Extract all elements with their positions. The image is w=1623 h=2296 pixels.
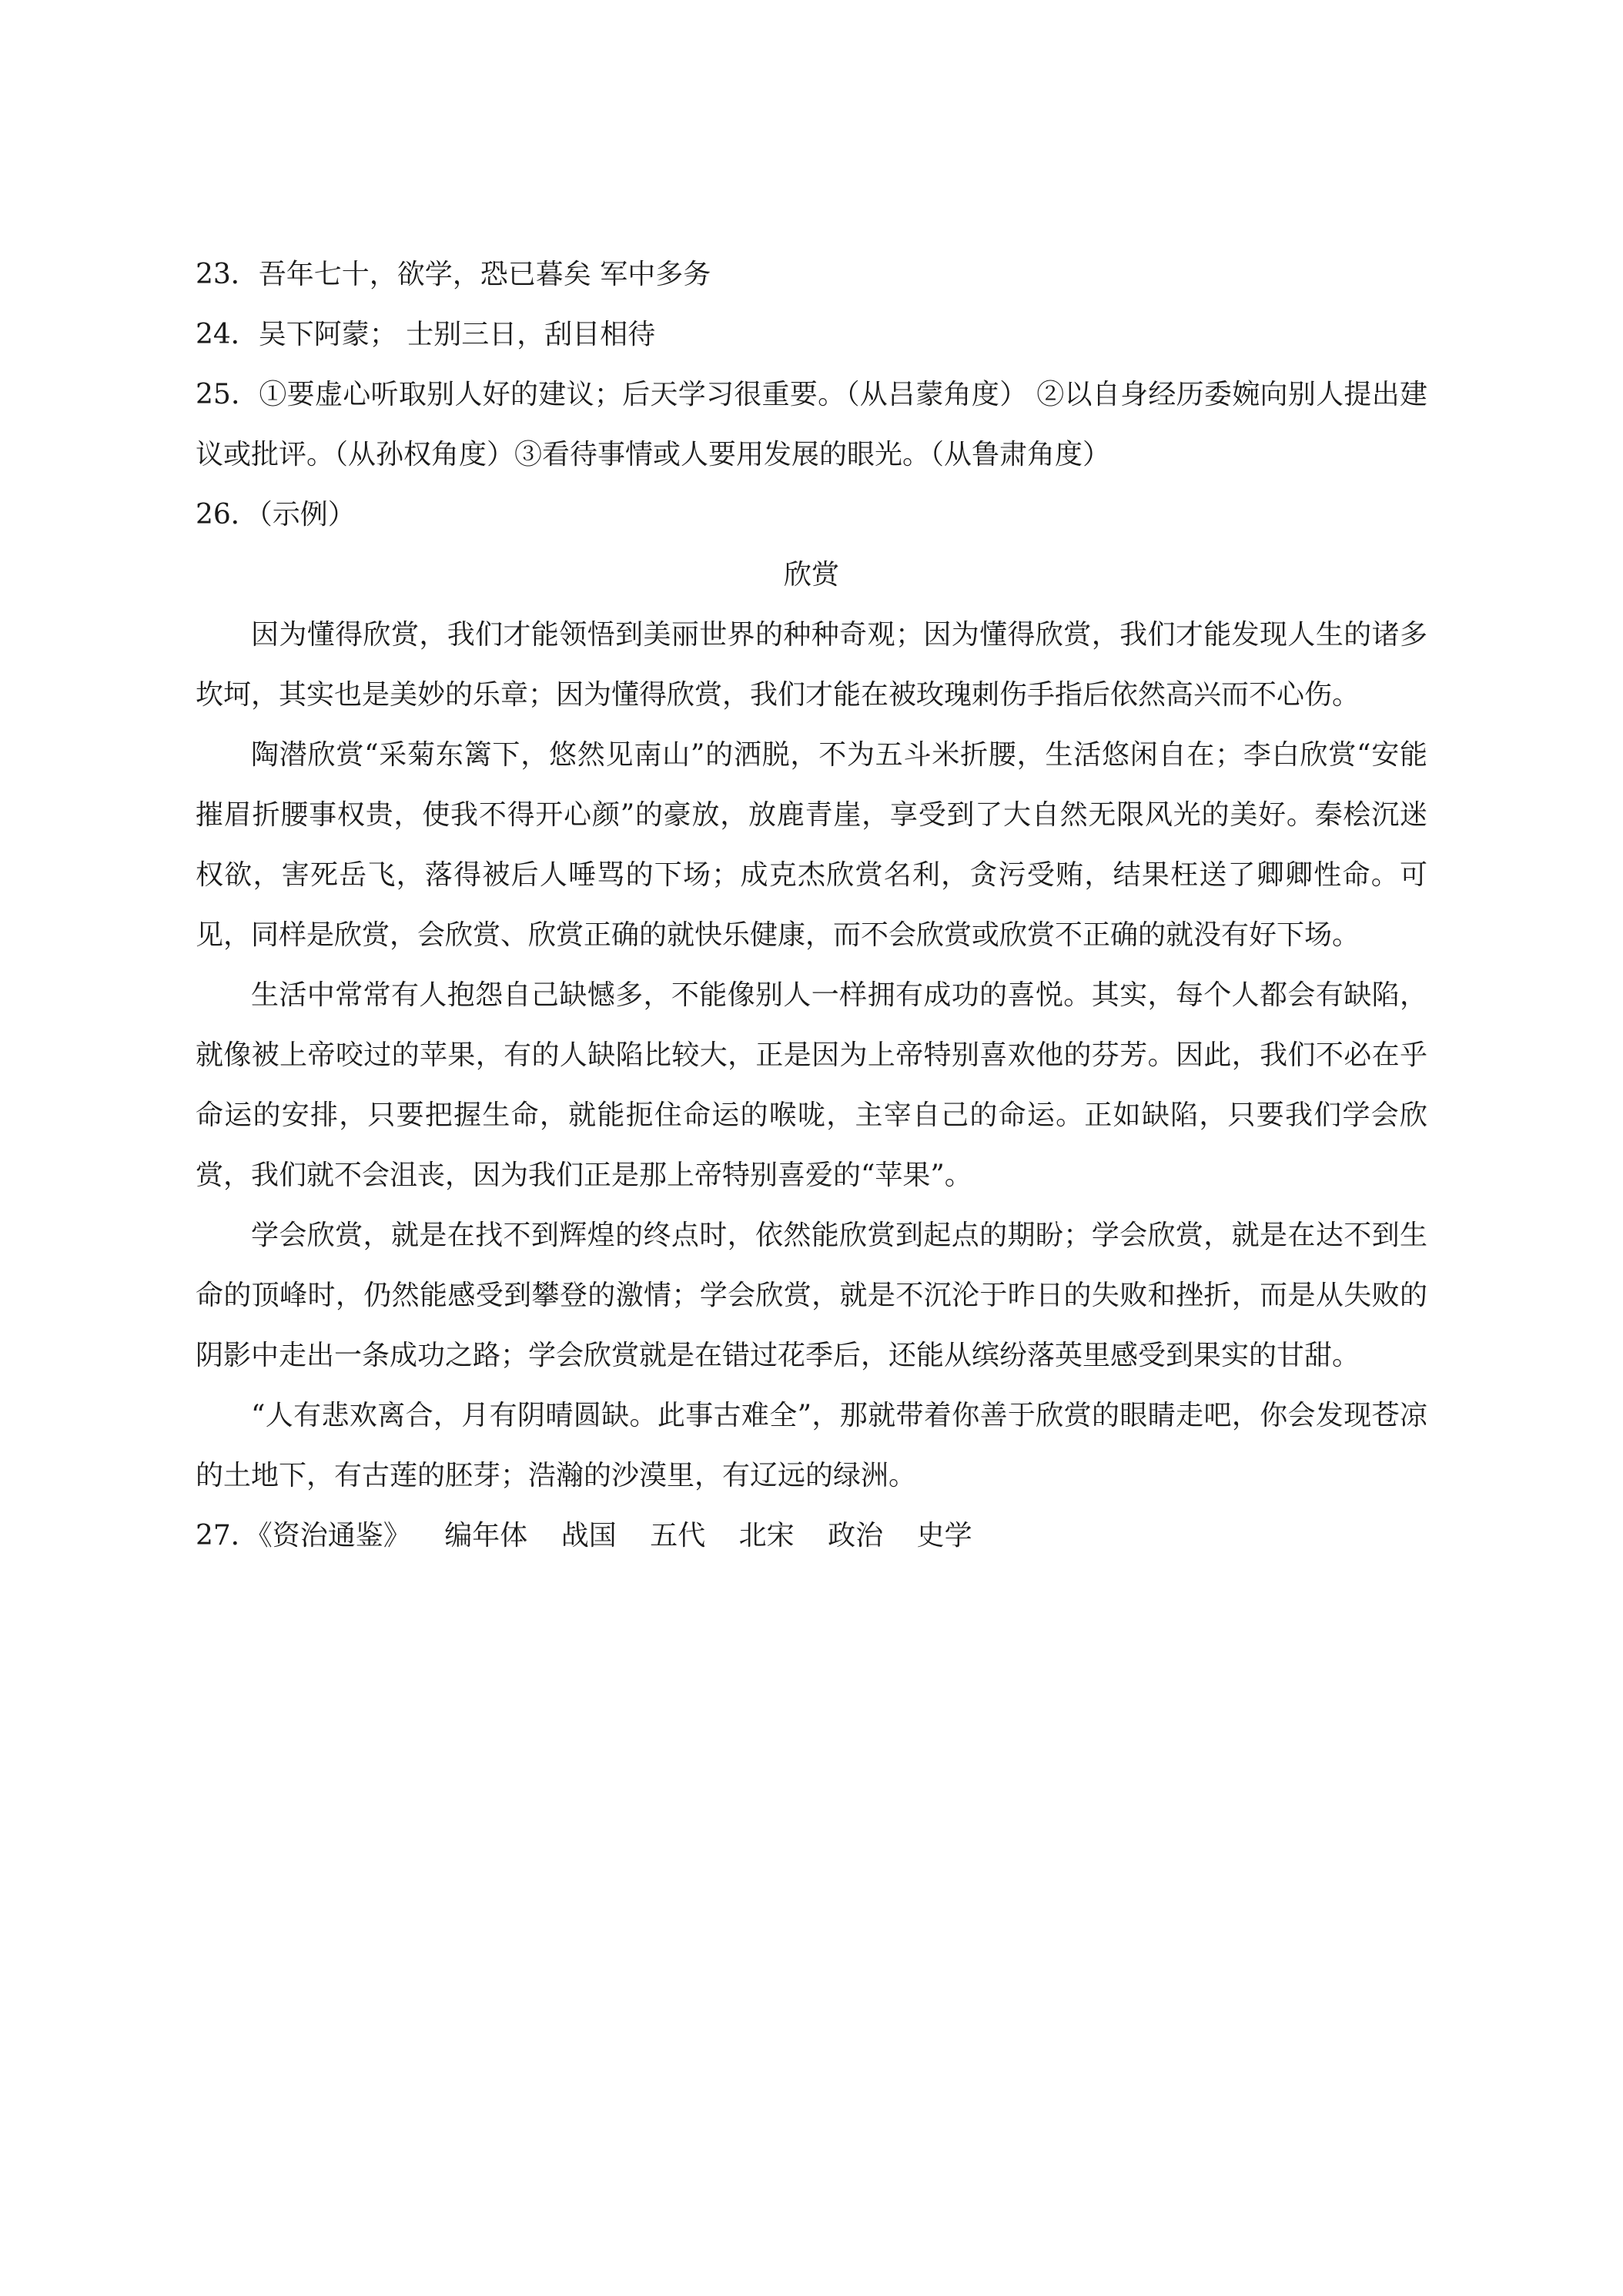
essay-paragraph-3: 生活中常常有人抱怨自己缺憾多，不能像别人一样拥有成功的喜悦。其实，每个人都会有缺陷，就像被上帝咬过的苹果，有的人缺陷比较大，正是因为上帝特别喜欢他的芬芳。因此，我们不必在乎命运的安排，只要把握生命，就能扼住命运的喉咙，主宰自己的命运。正如缺陷，只要我们学会欣赏，我们就不会沮丧，因为我们正是那上帝特别喜爱的“苹果”。 [196,979,1427,1191]
answer-25: 25．①要虚心听取别人好的建议；后天学习很重要。（从吕蒙角度） ②以自身经历委婉向别人提出建议或批评。（从孙权角度）③看待事情或人要用发展的眼光。（从鲁肃角度） [196,379,1427,470]
answer-27-item: 史学 [916,1520,972,1551]
answer-27-item: 五代 [650,1520,706,1551]
essay-paragraph-2: 陶潜欣赏“采菊东篱下，悠然见南山”的洒脱，不为五斗米折腰，生活悠闲自在；李白欣赏“安能摧眉折腰事权贵，使我不得开心颜”的豪放，放鹿青崖，享受到了大自然无限风光的美好。秦桧沉迷权欲，害死岳飞，落得被后人唾骂的下场；成克杰欣赏名利，贪污受贿，结果枉送了卿卿性命。可见，同样是欣赏，会欣赏、欣赏正确的就快乐健康，而不会欣赏或欣赏不正确的就没有好下场。 [196,739,1427,951]
essay-title: 欣赏 [783,559,839,591]
answer-23: 23．吾年七十，欲学，恐已暮矣 军中多务 [196,259,711,290]
answer-27-item: 政治 [828,1520,884,1551]
answer-page [196,245,1427,1566]
answer-27-item: 编年体 [444,1520,528,1551]
essay-paragraph-4: 学会欣赏，就是在找不到辉煌的终点时，依然能欣赏到起点的期盼；学会欣赏，就是在达不到生命的顶峰时，仍然能感受到攀登的激情；学会欣赏，就是不沉沦于昨日的失败和挫折，而是从失败的阴影中走出一条成功之路；学会欣赏就是在错过花季后，还能从缤纷落英里感受到果实的甘甜。 [196,1220,1427,1371]
answer-24: 24．吴下阿蒙； 士别三日，刮目相待 [196,319,656,350]
answer-27-item: 战国 [561,1520,617,1551]
answer-27-label: 27．《资治通鉴》 [196,1520,411,1551]
essay-paragraph-5: “人有悲欢离合，月有阴晴圆缺。此事古难全”，那就带着你善于欣赏的眼睛走吧，你会发现苍凉的土地下，有古莲的胚芽；浩瀚的沙漠里，有辽远的绿洲。 [196,1400,1427,1491]
essay-paragraph-1: 因为懂得欣赏，我们才能领悟到美丽世界的种种奇观；因为懂得欣赏，我们才能发现人生的诸多坎坷，其实也是美妙的乐章；因为懂得欣赏，我们才能在被玫瑰刺伤手指后依然高兴而不心伤。 [196,619,1427,711]
answer-26-label: 26．（示例） [196,499,356,530]
answer-27 [196,1506,1427,1566]
answer-27-item: 北宋 [738,1520,795,1551]
